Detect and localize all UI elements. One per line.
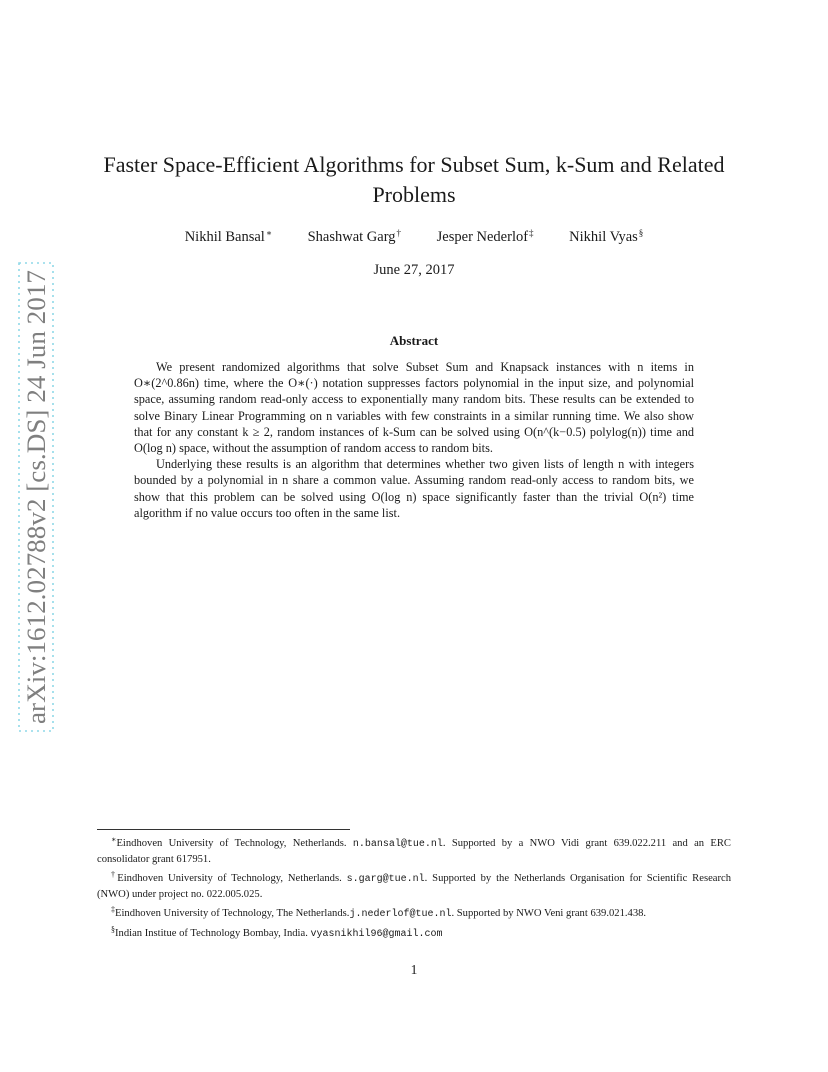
- paper-title: Faster Space-Efficient Algorithms for Subset Sum, k-Sum and Related Problems: [103, 152, 725, 207]
- footnote: [97, 902, 731, 922]
- footnote-funding: . Supported by a NWO Vidi grant 639.022.211 and an ERC consolidator grant 617951.: [97, 838, 731, 865]
- footnote-mark: †: [111, 870, 118, 879]
- footnote: [97, 867, 731, 902]
- author-footnote-mark: †: [396, 228, 402, 238]
- author: [569, 228, 643, 246]
- author: [437, 228, 534, 246]
- author-name: Jesper Nederlof: [436, 229, 529, 245]
- footnote: [97, 922, 731, 942]
- footnote-email: j.nederlof@tue.nl: [349, 909, 452, 920]
- abstract-heading: Abstract: [389, 333, 439, 348]
- author-footnote-mark: ∗: [265, 228, 272, 238]
- footnote-email: vyasnikhil96@gmail.com: [310, 929, 443, 940]
- footnote-funding: . Supported by the Netherlands Organisation for Scientific Research (NWO) under project no. 022.005.025.: [97, 873, 732, 900]
- page-number: 1: [410, 962, 418, 977]
- author-name: Nikhil Vyas: [569, 229, 638, 245]
- author-list: [0, 228, 828, 246]
- footnote-divider: [97, 829, 350, 830]
- author-name: Nikhil Bansal: [184, 229, 265, 245]
- footnote-mark: §: [111, 925, 115, 934]
- abstract-body: [134, 359, 694, 521]
- author-name: Shashwat Garg: [307, 229, 396, 245]
- abstract-paragraph: We present randomized algorithms that solve Subset Sum and Knapsack instances with n items in O∗(2^0.86n) time, where the O∗(·) notation suppresses factors polynomial in the input size, and polynomial space, assuming random read-only access to exponentially many random bits. These results can be extended to solve Binary Linear Programming on n variables with few constraints in a similar running time. We also show that for any constant k ≥ 2, random instances of k-Sum can be solved using O(n^(k−0.5) polylog(n)) time and O(log n) space, without the assumption of random access to random bits.: [134, 360, 694, 456]
- footnote-affiliation: Eindhoven University of Technology, Netherlands.: [117, 873, 347, 884]
- footnote-funding: . Supported by NWO Veni grant 639.021.438.: [451, 908, 647, 919]
- footnotes: [97, 832, 731, 942]
- footnote: [97, 832, 731, 867]
- author: [308, 228, 401, 246]
- paper-date: June 27, 2017: [373, 262, 455, 278]
- author-footnote-mark: §: [638, 228, 644, 238]
- arxiv-stamp-text: arXiv:1612.02788v2 [cs.DS] 24 Jun 2017: [22, 289, 51, 724]
- footnote-mark: ∗: [111, 835, 117, 844]
- footnote-affiliation: Eindhoven University of Technology, Netherlands.: [116, 838, 353, 849]
- footnote-mark: ‡: [111, 905, 115, 914]
- footnote-email: s.garg@tue.nl: [346, 874, 425, 885]
- author: [185, 228, 272, 246]
- author-footnote-mark: ‡: [529, 228, 534, 238]
- abstract-paragraph: Underlying these results is an algorithm that determines whether two given lists of length n with integers bounded by a polynomial in n share a common value. Assuming random read-only access to random bits, we show that this problem can be solved using O(log n) space significantly faster than the trivial O(n²) time algorithm if no value occurs too often in the same list.: [134, 457, 694, 520]
- footnote-affiliation: Eindhoven University of Technology, The Netherlands.: [115, 908, 350, 919]
- footnote-email: n.bansal@tue.nl: [352, 839, 443, 850]
- footnote-affiliation: Indian Institue of Technology Bombay, India.: [115, 928, 311, 939]
